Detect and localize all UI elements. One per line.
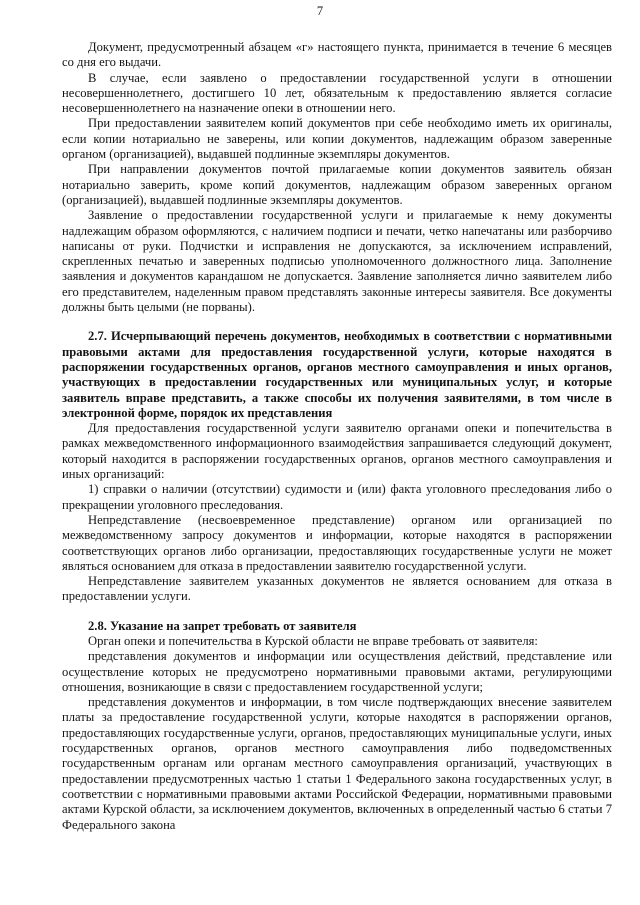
paragraph: Заявление о предоставлении государственной услуги и прилагаемые к нему документы надлежащим образом оформляются, с наличием подписи и печати, четко напечатаны или разборчиво написаны от руки. Подчистки и исправления не допускаются, за исключением исправлений, скрепленных печатью и заверенных подписью уполномоченного должностного лица. Заполнение заявления и документов карандашом не допускается. Заявление заполняется лично заявителем либо его представителем, наделенным правом представлять законные интересы заявителя. Все документы должны быть целыми (не порваны).: [62, 208, 612, 315]
page-number: 7: [316, 4, 324, 18]
section-2-8-heading: 2.8. Указание на запрет требовать от заявителя: [88, 618, 357, 633]
paragraph: Непредставление (несвоевременное представление) органом или организацией по межведомственному запросу документов и информации, которые находятся в распоряжении соответствующих органов либо организации, предоставляющих государственные услуги не может являться основанием для отказа в предоставлении заявителю государственной услуги.: [62, 512, 612, 573]
paragraph: 1) справки о наличии (отсутствии) судимости и (или) факта уголовного преследования либо о прекращении уголовного преследования.: [62, 482, 612, 512]
paragraph: Документ, предусмотренный абзацем «г» настоящего пункта, принимается в течение 6 месяцев со дня его выдачи.: [62, 40, 612, 70]
paragraph: При предоставлении заявителем копий документов при себе необходимо иметь их оригиналы, если копии нотариально не заверены, или копии документов, надлежащим образом заверенные органом (организацией), выдавшей подлинные экземпляры документов.: [62, 116, 612, 162]
paragraph: В случае, если заявлено о предоставлении государственной услуги в отношении несовершеннолетнего, достигшего 10 лет, обязательным к предоставлению является согласие несовершеннолетнего на назначение опеки в отношении него.: [62, 70, 612, 116]
spacer: [62, 605, 612, 619]
paragraph: Непредставление заявителем указанных документов не является основанием для отказа в предоставлении услуги.: [62, 574, 612, 604]
paragraph: представления документов и информации, в том числе подтверждающих внесение заявителем платы за предоставление государственной услуги, которые находятся в распоряжении органов, предоставляющих государственные услуги, органов, предоставляющих муниципальные услуги, иных государственных органов, органов местного самоуправления либо подведомственных государственным органам или органам местного самоуправления организаций, участвующих в предоставлении предусмотренных частью 1 статьи 1 Федерального закона государственных услуг, в соответствии с нормативными правовыми актами Российской Федерации, нормативными правовыми актами Курской области, за исключением документов, включенных в определенный частью 6 статьи 7 Федерального закона: [62, 695, 612, 832]
document-body: [62, 40, 612, 833]
paragraph: представления документов и информации или осуществления действий, представление или осуществление которых не предусмотрено нормативными правовыми актами, регулирующими отношения, возникающие в связи с предоставлением государственной услуги;: [62, 649, 612, 694]
spacer: [62, 315, 612, 329]
section-2-7-heading: 2.7. Исчерпывающий перечень документов, необходимых в соответствии с нормативными правовыми актами для предоставления государственной услуги, которые находятся в распоряжении государственных органов, органов местного самоуправления и иных органов, участвующих в предоставлении государственных или муниципальных услуг, и которые заявитель вправе представить, а также способы их получения заявителями, в том числе в электронной форме, порядок их представления: [62, 329, 612, 420]
paragraph: Для предоставления государственной услуги заявителю органами опеки и попечительства в рамках межведомственного информационного взаимодействия запрашивается следующий документ, который находится в распоряжении государственных органов, органов местного самоуправления и иных организаций:: [62, 421, 612, 482]
paragraph: При направлении документов почтой прилагаемые копии документов заявитель обязан нотариально заверить, кроме копий документов, надлежащим образом заверенных органом (организацией), выдавшей подлинные экземпляры документов.: [62, 162, 612, 207]
paragraph: Орган опеки и попечительства в Курской области не вправе требовать от заявителя:: [88, 633, 538, 648]
